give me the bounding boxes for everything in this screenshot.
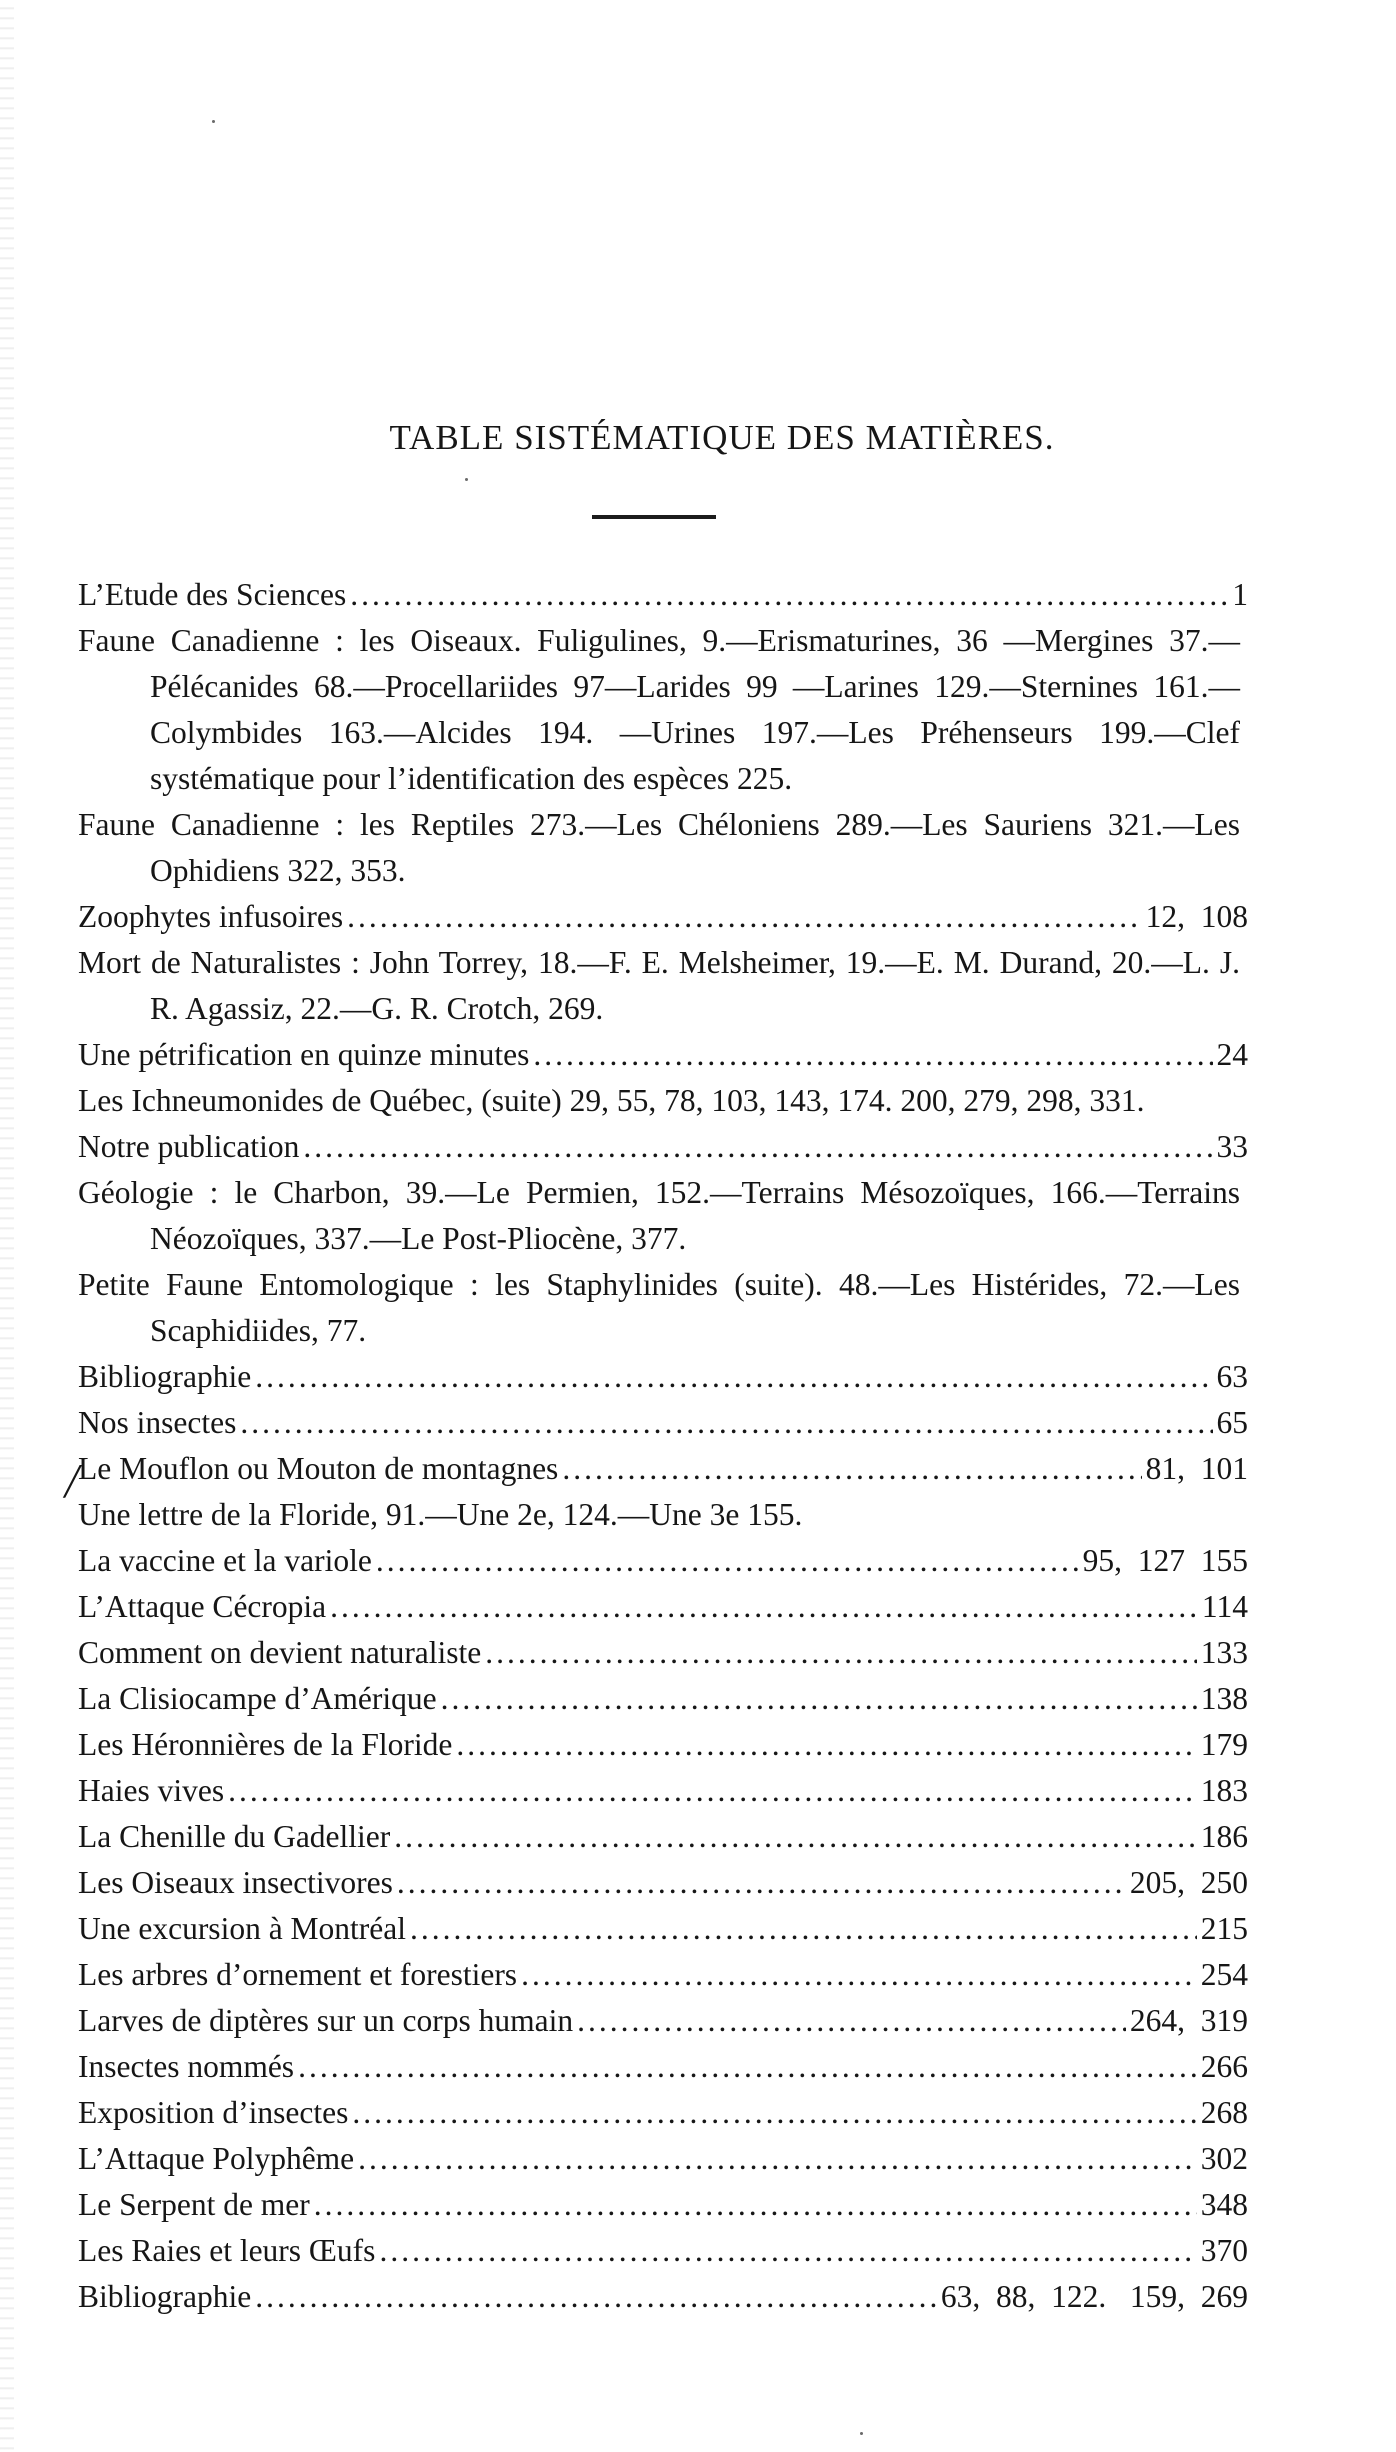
toc-entry-text: Petite Faune Entomologique : les Staphylinides (suite). 48.—Les Histérides, 72.—Les Scaphidiides, 77. [78,1267,1240,1348]
dot-leader [350,572,1228,618]
toc-entry [78,1492,1240,1538]
toc-entry-page: 370 [1200,2233,1248,2268]
dot-leader [358,2136,1197,2182]
dot-leader [330,1584,1198,1630]
toc-entry-page: 268 [1200,2095,1248,2130]
toc-entry-label: Haies vives [78,1773,225,1808]
toc-entry [78,1722,1248,1768]
toc-entry-label: Comment on devient naturaliste [78,1635,482,1670]
toc-entry-label: L’Etude des Sciences [78,577,347,612]
dot-leader [394,1814,1196,1860]
dot-leader [441,1676,1197,1722]
dot-leader [410,1906,1197,1952]
toc-entry [78,1814,1248,1860]
toc-entry [78,618,1240,802]
toc-entry [78,1860,1248,1906]
toc-entry [78,2182,1248,2228]
toc-entry-label: Les Oiseaux insectivores [78,1865,393,1900]
toc-entry-page: 179 [1200,1727,1248,1762]
toc-entry-label: Les Héronnières de la Floride [78,1727,453,1762]
toc-entry-page: 95, 127 155 [1082,1543,1248,1578]
toc-entry [78,2228,1248,2274]
toc-entry [78,1630,1248,1676]
toc-entry-label: Zoophytes infusoires [78,899,344,934]
toc-entry [78,894,1248,940]
toc-entry [78,1400,1248,1446]
toc-entry-page: 33 [1216,1129,1248,1164]
toc-entry [78,1262,1240,1354]
toc-entry-text: Géologie : le Charbon, 39.—Le Permien, 152.—Terrains Mésozoïques, 166.—Terrains Néozoïques, 337.—Le Post-Pliocène, 377. [78,1175,1240,1256]
dot-leader [352,2090,1196,2136]
toc-entry-page: 81, 101 [1145,1451,1248,1486]
toc-entry [78,2044,1248,2090]
toc-entry-label: Les arbres d’ornement et forestiers [78,1957,518,1992]
toc-entry-text: Faune Canadienne : les Reptiles 273.—Les Chéloniens 289.—Les Sauriens 321.—Les Ophidiens 322, 353. [78,807,1240,888]
toc-entry [78,1584,1248,1630]
toc-entry-label: Les Raies et leurs Œufs [78,2233,376,2268]
dot-leader [376,1538,1079,1584]
dot-leader [577,1998,1126,2044]
toc-entry-label: Exposition d’insectes [78,2095,349,2130]
margin-pen-mark: ╱ [64,1467,81,1498]
dot-leader [303,1124,1212,1170]
dot-leader [255,1354,1212,1400]
toc-entry-label: La vaccine et la variole [78,1543,372,1578]
toc-entry-page: 264, 319 [1129,2003,1248,2038]
toc-entry-page: 114 [1201,1589,1248,1624]
toc-entry-page: 133 [1200,1635,1248,1670]
dot-leader [521,1952,1197,1998]
toc-entry-page: 138 [1200,1681,1248,1716]
dot-leader [379,2228,1196,2274]
dot-leader [397,1860,1126,1906]
toc-entry [78,1170,1240,1262]
dot-leader [562,1446,1141,1492]
toc-entry-page: 63, 88, 122. 159, 269 [940,2279,1248,2314]
toc-entry-page: 24 [1216,1037,1248,1072]
toc-entry-page: 186 [1200,1819,1248,1854]
toc-entry-label: La Clisiocampe d’Amérique [78,1681,437,1716]
dot-leader [240,1400,1212,1446]
toc-entry-text: Les Ichneumonides de Québec, (suite) 29, 55, 78, 103, 143, 174. 200, 279, 298, 331. [78,1083,1145,1118]
title-rule [592,515,716,519]
toc-entry-label: L’Attaque Cécropia [78,1589,327,1624]
toc-entry-page: 348 [1200,2187,1248,2222]
toc-entry-text: Faune Canadienne : les Oiseaux. Fuligulines, 9.—Erismaturines, 36 —Mergines 37.—Pélécanides 68.—Procellariides 97—Larides 99 —Larines 129.—Sternines 161.—Colymbides 163.—Alcides 194. —Urines 197.—Les Préhenseurs 199.—Clef systématique pour l’identification des espèces 225. [78,623,1240,796]
table-of-contents [64,572,1248,2320]
toc-entry [78,940,1240,1032]
toc-entry-label: Larves de diptères sur un corps humain [78,2003,574,2038]
toc-entry [78,2136,1248,2182]
toc-entry-label: Notre publication [78,1129,300,1164]
toc-entry-page: 1 [1232,577,1248,612]
dot-leader [298,2044,1197,2090]
toc-entry-label: Une pétrification en quinze minutes [78,1037,530,1072]
toc-entry [78,2090,1248,2136]
toc-entry-label: L’Attaque Polyphême [78,2141,355,2176]
toc-entry [78,1952,1248,1998]
toc-entry-label: Le Mouflon ou Mouton de montagnes [78,1451,559,1486]
toc-entry [78,1354,1248,1400]
toc-entry [78,1998,1248,2044]
toc-entry [78,1032,1248,1078]
toc-entry [78,802,1240,894]
toc-entry [64,1446,1248,1498]
toc-entry-page: 215 [1200,1911,1248,1946]
toc-entry-label: Bibliographie [78,1359,252,1394]
toc-entry-label: Insectes nommés [78,2049,295,2084]
page-speck [465,478,468,481]
toc-entry [78,1078,1240,1124]
toc-entry-label: Bibliographie [78,2279,252,2314]
toc-entry-page: 12, 108 [1145,899,1248,934]
toc-entry-page: 266 [1200,2049,1248,2084]
page-title: TABLE SISTÉMATIQUE DES MATIÈRES. [389,418,1055,457]
toc-entry [78,1124,1248,1170]
toc-entry-label: Le Serpent de mer [78,2187,310,2222]
page-edge-shadow [0,0,14,2452]
dot-leader [456,1722,1196,1768]
dot-leader [228,1768,1197,1814]
toc-entry [78,1906,1248,1952]
dot-leader [255,2274,937,2320]
toc-entry-label: La Chenille du Gadellier [78,1819,391,1854]
dot-leader [347,894,1142,940]
toc-entry [78,572,1248,618]
toc-entry-text: Une lettre de la Floride, 91.—Une 2e, 124.—Une 3e 155. [78,1497,803,1532]
toc-entry [78,1538,1248,1584]
toc-entry-text: Mort de Naturalistes : John Torrey, 18.—F. E. Melsheimer, 19.—E. M. Durand, 20.—L. J. R. Agassiz, 22.—G. R. Crotch, 269. [78,945,1240,1026]
dot-leader [485,1630,1196,1676]
toc-entry-page: 65 [1216,1405,1248,1440]
page-speck [860,2432,863,2435]
page-speck [212,120,215,123]
dot-leader [533,1032,1212,1078]
toc-entry-page: 254 [1200,1957,1248,1992]
toc-entry-label: Nos insectes [78,1405,237,1440]
toc-entry-page: 63 [1216,1359,1248,1394]
toc-entry-page: 302 [1200,2141,1248,2176]
dot-leader [314,2182,1197,2228]
toc-entry [78,1676,1248,1722]
toc-entry-page: 183 [1200,1773,1248,1808]
toc-entry-label: Une excursion à Montréal [78,1911,407,1946]
toc-entry-page: 205, 250 [1129,1865,1248,1900]
toc-entry [78,2274,1248,2320]
toc-entry [78,1768,1248,1814]
